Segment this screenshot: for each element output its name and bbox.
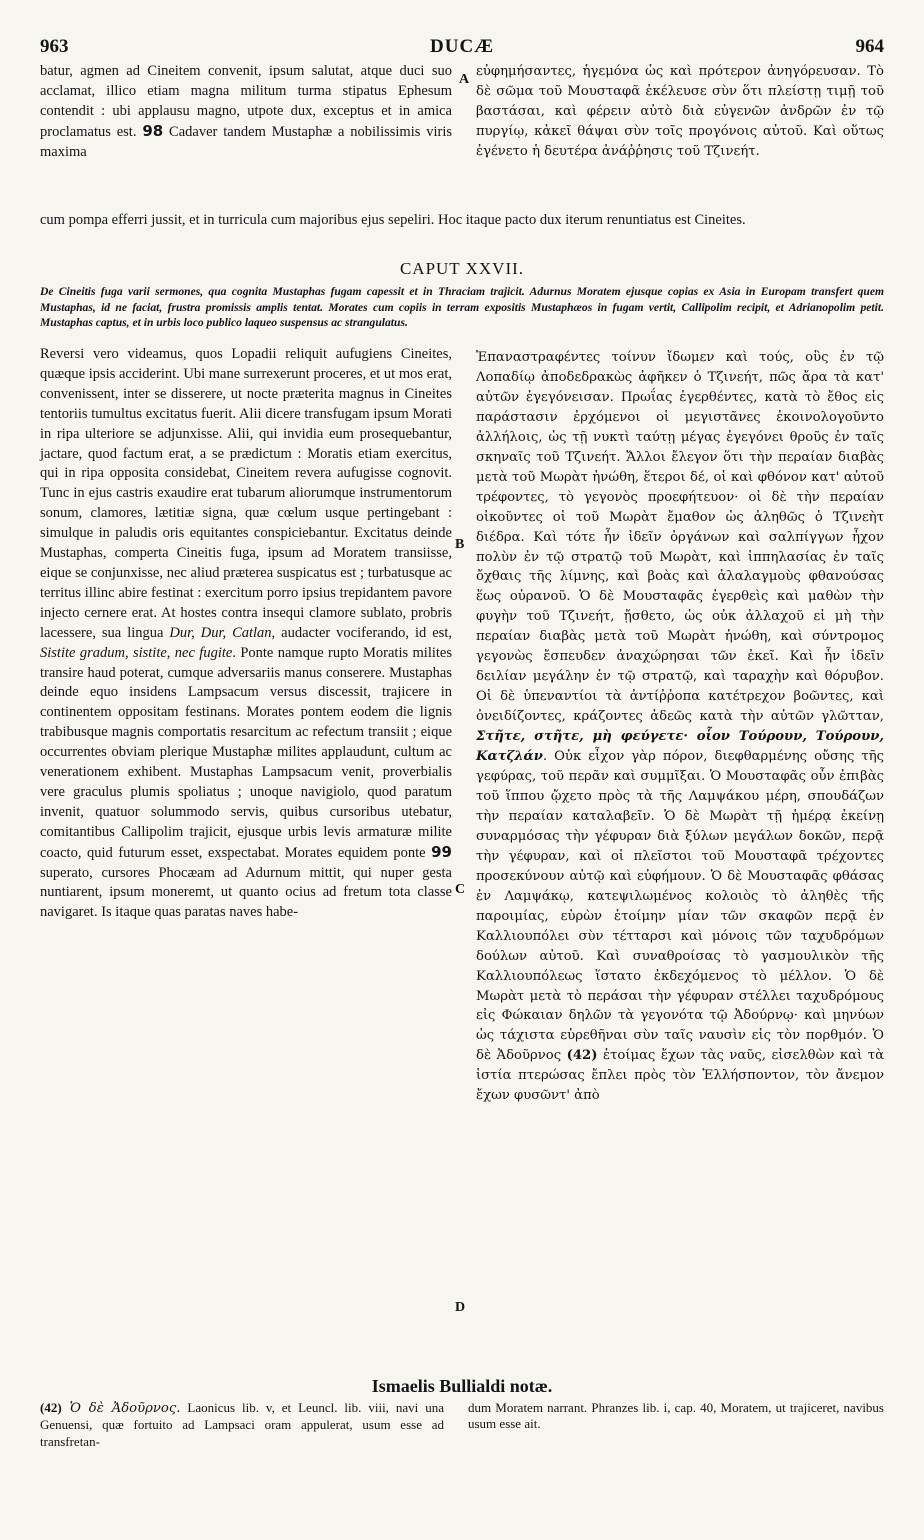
latin-dur-phrase: Dur, Dur, Catlan	[169, 624, 272, 641]
note-left-text: Laonicus lib. v, et Leuncl. lib. viii, navi una Genuensi, quæ fortuito ad Lampsaci oram appulerat, usum esse ad transfretan-	[40, 1400, 444, 1449]
latin-text-part2: , audacter vociferando, id est,	[271, 624, 452, 641]
greek-column	[476, 348, 884, 1106]
section-number-98: 98	[142, 121, 164, 140]
running-title: DUCÆ	[430, 36, 495, 57]
notes-title: Ismaelis Bullialdi notæ.	[371, 1376, 553, 1396]
margin-letter-a: A	[459, 72, 470, 87]
latin-text-part3: . Ponte namque rupto Moratis milites transire haud poterat, cumque adversariis manus conserere. Mustaphas deinde equo insidens Lampsacum versus discessit, trajicere in continentem oppositam festinans. Morates pontem eodem die lignis trabibusque magnis comportatis resarcitum ac refectum transiit ; eique occurrentes obviam plerique Mustaphæ milites applaudunt, cultum ac venerationem exhibent. Mustaphas Lampsacum venit, proverbialis vere graculus plumis spoliatus ; unoque navigiolo, quod paratum invenit, quatuor solummodo servis, quibus cursoribus utebatur, comitantibus Callipolim trajicit, ejusque urbis levis armaturæ milite coacto, quid futurum esset, exspectabat. Morates equidem ponte	[40, 644, 452, 861]
margin-letter-d: D	[455, 1300, 466, 1315]
top-latin-tail: cum pompa efferri jussit, et in turricula cum majoribus ejus sepeliri. Hoc itaque pacto dux iterum renuntiatus est Cineites.	[40, 212, 746, 228]
note-reference-42: (42)	[566, 1048, 598, 1064]
section-number-99: 99	[431, 842, 452, 861]
latin-text-part1: Reversi vero videamus, quos Lopadii reliquit aufugiens Cineites, quæque ipsis acciderint. Ubi mane surrexerunt proceres, et ut mos erat, convenissent, inter se disserere, ut nocte præterita magnus in Cineites tentoriis tumultus excitatus fuerit. Alii dicere transfugam ipsum Morati in ripa ulteriore se adjunxisse. Alii, qui invidia eum prosequebantur, jactare, quod factum erat, a se prædictum : Moratis etiam exercitus, qui in ripa opposita considebat, Cineitem revera aufugisse cognovit. Tunc in ejus castris exaudire erat tubarum aliorumque instrumentorum sonum, clamores, lætitiæ signa, quæ cœlum usque pertingebant : simulque in paludis oris equitantes conspiciebantur. Excitatus deinde Mustaphas, comperta Cineitis fuga, ipsum ad Moratem transiisse, eique se conjunxisse, nec aliud præterea suspicatus est ; turbatusque ac territus illinc abire festinat : exercitum porro ipsius trepidantem pavore injecto cernere erat. At hostes contra insequi clamore sublato, probris lacessere, sua lingua	[40, 346, 452, 641]
top-greek-text: εὐφημήσαντες, ἡγεμόνα ὡς καὶ πρότερον ἀνηγόρευσαν. Τὸ δὲ σῶμα τοῦ Μουσταφᾶ ἐκέλευσε σὺν ὅτι πλείστῃ τιμῇ τοῦ βαστάσαι, καὶ φέρειν αὐτὸ διὰ εὐγενῶν ἀνδρῶν ἐν τῷ πυργίῳ, κἀκεῖ θάψαι σὺν τοῖς προγόνοις αὐτοῦ. Καὶ οὕτως ἐγένετο ἡ δευτέρα ἀνάῤῥησις τοῦ Τζινεήτ.	[476, 64, 884, 159]
latin-text-part4: superato, cursores Phocæam ad Adurnum mittit, qui nuper gesta nuntiarent, ipsum moneremt, ut quanto ocius ad fretum tota classe navigaret. Is itaque quas paratas naves habe-	[40, 864, 452, 921]
latin-sistite-phrase: Sistite gradum, sistite, nec fugite	[40, 644, 233, 661]
margin-letter-b: B	[455, 537, 465, 552]
top-latin-part2: Cadaver tandem Mustaphæ a nobilissimis viris maxima	[40, 123, 452, 160]
running-header	[40, 36, 884, 60]
latin-column	[40, 345, 452, 923]
note-greek-lemma: Ὁ δὲ Ἀδοῦρνος.	[61, 1401, 181, 1416]
page-number-left: 963	[40, 36, 69, 57]
note-left-column	[40, 1400, 444, 1450]
page-number-right: 964	[855, 36, 884, 57]
top-latin-part1: batur, agmen ad Cineitem convenit, ipsum salutat, atque duci suo acclamat, illico etiam magna militum turma stipatus Ephesum contendit : ubi applausu magno, utpote dux, exceptus et in amica proclamatus est.	[40, 63, 452, 140]
greek-text-part2: . Οὐκ εἶχον γὰρ πόρον, διεφθαρμένης οὔσης τῆς γεφύρας, τοῦ περᾶν καὶ συμμῖξαι. Ὁ Μουσταφᾶς οὖν ἐπιβὰς τοῦ ἵππου ᾤχετο πρὸς τὰ τῆς Λαμψάκου μέρη, σπουδάζων τὴν περαίαν καταλαβεῖν. Ὁ δὲ Μωρὰτ τῇ ἡμέρᾳ ἐκείνῃ συναρμόσας τὴν γέφυραν διὰ ξύλων μεγάλων δοκῶν, περᾷ τὴν γέφυραν, καὶ οἱ πλεῖστοι τοῦ Μουσταφᾶ τρέχοντες προσεκύνουν αὐτῷ καὶ εὐφήμουν. Ὁ δὲ Μουσταφᾶς φθάσας ἐν Λαμψάκῳ, κατεψιλωμένος κολοιὸς τὸ ἀληθὲς τῆς παροιμίας, εὑρὼν ἑτοίμην μίαν τῶν σκαφῶν περᾷ ἐν Καλλιουπόλει σὺν τέτταρσι καὶ μόνοις τῶν ταχυδρόμων δούλων αὐτοῦ. Καὶ συναθροίσας τὸ γασμουλικὸν τῆς Καλλιουπόλεως ἵστατο ἐκδεχόμενος τὸ μέλλον. Ὁ δὲ Μωρὰτ μετὰ τὸ περάσαι τὴν γέφυραν στέλλει ταχυδρόμους εἰς Φώκαιαν δηλῶν τὰ γεγονότα τῷ Ἀδούρνῳ· καὶ μηνύων ὡς τάχιστα εὑρεθῆναι σὺν ταῖς ναυσὶν εἰς τὸν πορθμόν. Ὁ δὲ Ἀδοῦρνος	[476, 749, 884, 1064]
chapter-summary: De Cineitis fuga varii sermones, qua cognita Mustaphas fugam capessit et in Thraciam trajicit. Adurnus Moratem ejusque copias ex Asia in Europam transfert quem Mustaphas, id ne faciat, frustra promissis amplis tentat. Morates cum copiis in terram expositis Mustaphæos in fugam vertit, Callipolim recipit, et Adrianopolim petit. Mustaphas captus, et in urbis loco publico laqueo suspensus ac strangulatus.	[40, 285, 884, 330]
greek-text-part1: Ἐπαναστραφέντες τοίνυν ἴδωμεν καὶ τούς, οὓς ἐν τῷ Λοπαδίῳ ἀποδεδρακὼς ἀφῆκεν ὁ Τζινεήτ, πῶς ἄρα τὰ κατ' αὐτῶν ἐγεγόνεισαν. Πρωΐας ἐγερθέντες, κατὰ τὸ ἔθος εἰς παράστασιν ἐρχόμενοι οἱ μεγιστᾶνες ἐκοινολογοῦντο ἀλλήλοις, ὡς τῇ νυκτὶ ταύτῃ μέγας ἐγεγόνει θροῦς ἐν ταῖς σκηναῖς τοῦ Τζινεήτ. Ἄλλοι ἔλεγον ὅτι τὴν περαίαν διαβὰς μετὰ τοῦ Μωρὰτ ἡνώθη, ἕτεροι δέ, οἱ καὶ φθόνον κατ' αὐτοῦ τρέφοντες, τὸ γεγονὸς προεφήτευον· οἱ δὲ τὴν περαίαν οἰκοῦντες οἱ τοῦ Μωρὰτ ἔμαθον ὡς ἀληθῶς ὁ Τζινεὴτ διέδρα. Καὶ τότε ἦν ἰδεῖν ὀργάνων καὶ σαλπίγγων ἦχον πολὺν ἐν τῷ στρατῷ τοῦ Μωρὰτ, καὶ ἱππηλασίας ἐν ταῖς ὄχθαις τῆς λίμνης, καὶ βοὰς καὶ ἀλαλαγμοὺς φθανούσας ἕως οὐρανοῦ. Ὁ δὲ Μουσταφᾶς ἐγερθεὶς καὶ μαθὼν τὴν φυγὴν τοῦ Τζινεήτ, ᾔσθετο, ὡς οὐκ ἀλλαχοῦ εἰ μὴ τὴν περαίαν διαβὰς μετὰ τοῦ Μωρὰτ ἡνώθη, καὶ σύντρομος γεγονὼς ἔσπευδεν ἀναχώρησαι τῶν ἐκεῖ. Καὶ ἦν ἰδεῖν δειλίαν μεγάλην ἐν τῷ στρατῷ, καὶ ταραχὴν καὶ θόρυβον. Οἱ δὲ ὑπεναντίοι τὰ ἀντίῤῥοπα κατέτρεχον βοῶντες, καὶ ὀνειδίζοντες, κράζοντες ἀδεῶς κατὰ τὴν αὐτῶν γλῶτταν,	[476, 350, 884, 725]
top-latin-text	[40, 62, 452, 163]
greek-text-part3: ἑτοίμας ἔχων τὰς ναῦς, εἰσελθὼν καὶ τὰ ἱστία πτερώσας ἔπλει πρὸς τὸν Ἑλλήσποντον, τὸν ἄνεμον ἔχων φυσῶντ' ἀπὸ	[476, 1048, 884, 1104]
greek-stete-phrase: Στῆτε, στῆτε, μὴ φεύγετε· οἷον Τούρουν, Τούρουν, Κατζλάν	[476, 729, 884, 765]
chapter-title: CAPUT XXVII.	[399, 259, 525, 278]
note-number: (42)	[40, 1400, 62, 1415]
note-right-column: dum Moratem narrant. Phranzes lib. i, cap. 40, Moratem, ut trajiceret, navibus usum esse ait.	[468, 1400, 884, 1432]
margin-letter-c: C	[455, 882, 466, 897]
